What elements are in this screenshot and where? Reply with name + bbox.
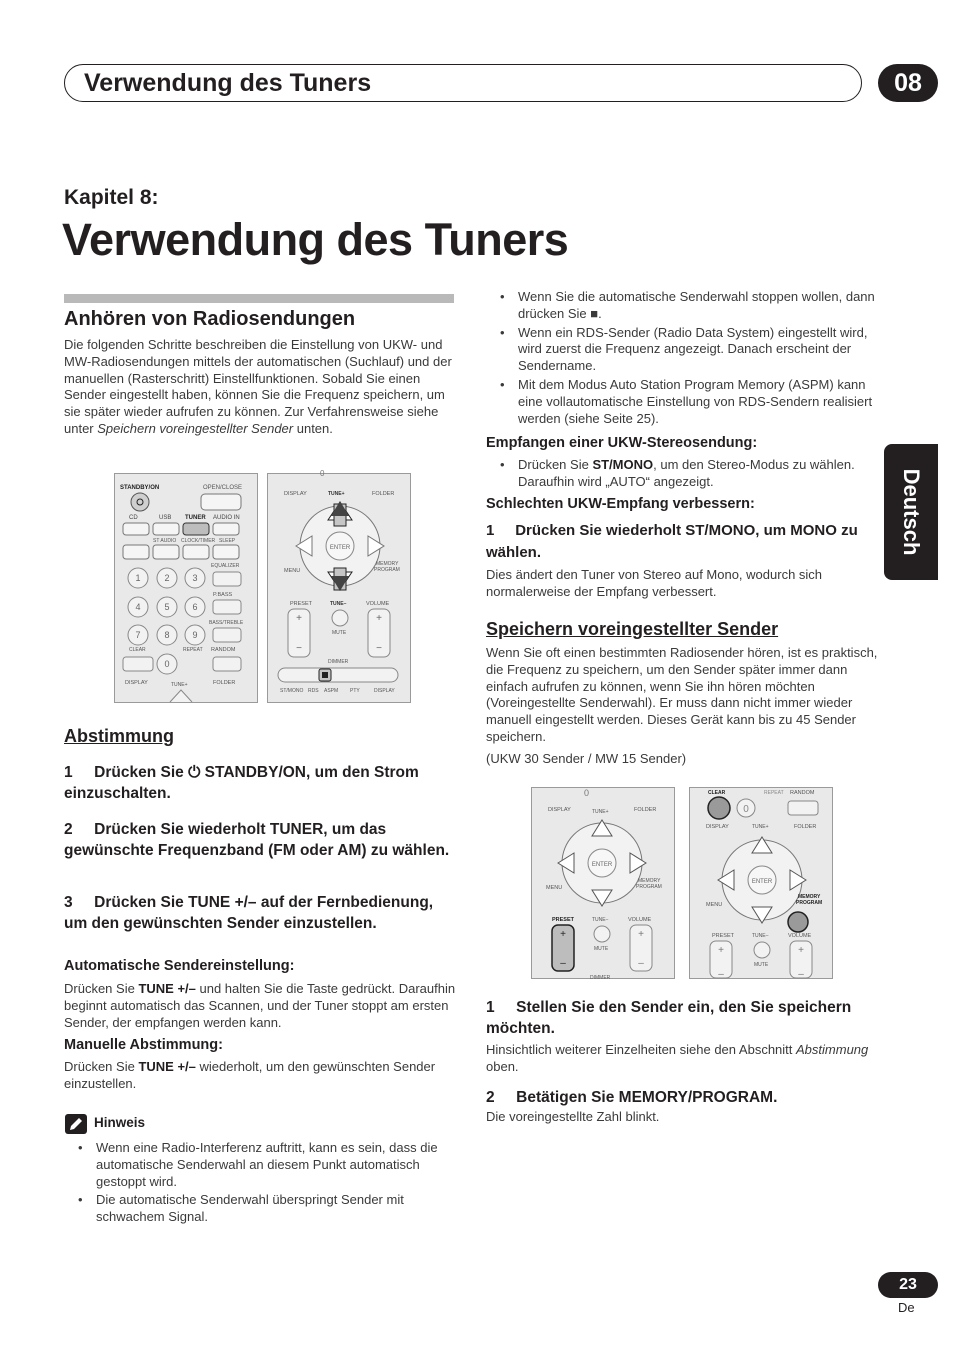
volume-plus: + [798, 945, 804, 956]
display-label: DISPLAY [284, 491, 307, 497]
volume-minus: – [638, 958, 644, 969]
remote-illustration-right [267, 469, 411, 703]
stereo-title: Empfangen einer UKW-Stereosendung: [486, 435, 758, 451]
tune-plus-label: TUNE+ [171, 682, 188, 688]
manual-title: Manuelle Abstimmung: [64, 1037, 223, 1053]
st-audio-label: ST AUDIO [153, 538, 177, 544]
enter-label: ENTER [751, 879, 773, 885]
display-label: DISPLAY [125, 680, 148, 686]
zero-key: 0 [743, 804, 749, 815]
note-title: Hinweis [94, 1115, 146, 1130]
intro-link: Speichern voreingestellter Sender [97, 420, 294, 436]
folder-label: FOLDER [213, 680, 236, 686]
bad-reception-title: Schlechten UKW-Empfang verbessern: [486, 496, 755, 512]
auto-title: Automatische Sendereinstellung: [64, 958, 295, 974]
tune-plus-label: TUNE+ [328, 491, 345, 497]
volume-label: VOLUME [366, 601, 390, 607]
equalizer-label: EQUALIZER [211, 563, 240, 569]
key-5: 5 [164, 602, 170, 612]
pty-label: PTY [350, 688, 360, 694]
display-label: DISPLAY [548, 807, 571, 813]
menu-label: MENU [706, 902, 723, 908]
dimmer-label: DIMMER [328, 659, 349, 665]
abstimmung-link: Abstimmung [796, 1042, 869, 1057]
key-3: 3 [192, 573, 198, 583]
bullet-stop: • Wenn Sie die automatische Senderwahl stoppen wollen, dann drücken Sie ■. [486, 289, 878, 323]
clear-label: CLEAR [708, 790, 726, 796]
header-title: Verwendung des Tuners [84, 69, 372, 97]
language-label: Deutsch [899, 468, 924, 556]
bullet-aspm: • Mit dem Modus Auto Station Program Memory (ASPM) kann eine vollautomatische Einstellung von RDS-Sendern realisiert werden (siehe Seite 25). [486, 377, 878, 427]
menu-label: MENU [284, 568, 301, 574]
volume-plus: + [376, 613, 382, 624]
key-4: 4 [135, 602, 141, 612]
section-title: Anhören von Radiosendungen [64, 308, 356, 330]
tune-plus-label: TUNE+ [592, 809, 609, 815]
dimmer-label: DIMMER [590, 975, 611, 981]
memory-label: MEMORY [638, 878, 661, 884]
remote-illustration-memory [689, 787, 833, 979]
preset-minus: − [296, 643, 302, 654]
random-label: RANDOM [211, 647, 236, 653]
sleep-label: SLEEP [219, 538, 236, 544]
step-1: 1 Drücken Sie ⏻ STANDBY/ON, um den Strom einzuschalten. [64, 764, 419, 802]
store-step-1-text: Hinsichtlich weiterer Einzelheiten siehe den Abschnitt Abstimmung oben. [486, 1042, 869, 1074]
note-pencil-icon [65, 1114, 87, 1134]
key-1: 1 [135, 573, 141, 583]
store-step-2-text: Die voreingestellte Zahl blinkt. [486, 1109, 660, 1124]
zero-key: 0 [320, 469, 325, 478]
enter-label: ENTER [591, 862, 613, 868]
menu-label: MENU [546, 885, 563, 891]
mute-label: MUTE [332, 630, 347, 636]
bad-step-1: 1 Drücken Sie wiederholt ST/MONO, um MONO zu wählen. [486, 522, 858, 561]
tune-minus-label: TUNE– [752, 933, 769, 939]
preset-plus: + [560, 929, 566, 940]
remote-illustration-preset [531, 787, 675, 979]
rds-label: RDS [308, 688, 319, 694]
note-list [64, 1140, 456, 1228]
step-2: 2 Drücken Sie wiederholt TUNER, um das gewünschte Frequenzband (FM oder AM) zu wählen. [64, 821, 450, 859]
key-7: 7 [135, 630, 141, 640]
volume-label: VOLUME [788, 933, 812, 939]
store-step-2: 2 Betätigen Sie MEMORY/PROGRAM. [486, 1089, 778, 1106]
key-8: 8 [164, 630, 170, 640]
manual-text: Drücken Sie TUNE +/– wiederholt, um den gewünschten Sender einzustellen. [64, 1059, 436, 1091]
repeat-label: REPEAT [183, 647, 203, 653]
random-label: RANDOM [790, 790, 815, 796]
display2-label: DISPLAY [374, 688, 395, 694]
store-text: Wenn Sie oft einen bestimmten Radiosender hören, ist es praktisch, die Frequenz zu speichern, um den Sender später immer dann einfach aufrufen zu können, wenn Sie ihn hören möchten (Voreingestellte Senderwahl). Er muss dann nicht immer wieder manuell eingestellt werden. Dieses Gerät kann bis zu 45 Sender speichern. [486, 645, 878, 744]
abstimmung-title: Abstimmung [64, 726, 174, 746]
key-0: 0 [164, 659, 170, 669]
standby-label: STANDBY/ON [120, 485, 160, 491]
pbass-label: P.BASS [213, 592, 233, 598]
chapter-number-badge: 08 [878, 64, 938, 102]
chapter-title: Verwendung des Tuners [62, 214, 569, 265]
zero-key: 0 [584, 788, 590, 798]
store-title: Speichern voreingestellter Sender [486, 619, 779, 639]
volume-plus: + [638, 929, 644, 940]
tune-minus-label: TUNE− [330, 601, 347, 607]
open-close-label: OPEN/CLOSE [203, 485, 243, 491]
remote-illustration-left [114, 473, 258, 703]
language-side-tab [884, 444, 938, 580]
usb-label: USB [159, 515, 172, 521]
memory-label: MEMORY [376, 561, 399, 567]
power-icon: ⏻ [188, 764, 201, 781]
folder-label: FOLDER [794, 824, 817, 830]
step-3: 3 Drücken Sie TUNE +/– auf der Fernbedienung, um den gewünschten Sender einzustellen. [64, 894, 434, 932]
tune-plus-label: TUNE+ [752, 824, 769, 830]
tune-minus-label: TUNE− [592, 917, 609, 923]
bass-treble-label: BASS/TREBLE [209, 620, 244, 626]
stereo-item: • Drücken Sie ST/MONO, um den Stereo-Modus zu wählen. Daraufhin wird „AUTO“ angezeigt. [486, 457, 878, 491]
volume-minus: – [798, 969, 804, 980]
st-mono-label: ST/MONO [280, 688, 304, 694]
note-item: • Wenn eine Radio-Interferenz auftritt, kann es sein, dass die automatische Senderwahl an diesem Punkt automatisch gestoppt wird. [64, 1140, 456, 1190]
program-label: PROGRAM [374, 567, 400, 573]
program-label: PROGRAM [636, 884, 662, 890]
preset-plus: + [296, 613, 302, 624]
chapter-label: Kapitel 8: [64, 186, 159, 209]
top-bullets [486, 289, 878, 429]
preset-plus: + [718, 945, 724, 956]
key-9: 9 [192, 630, 198, 640]
mute-label: MUTE [594, 946, 609, 952]
memory-label: MEMORY [798, 894, 821, 900]
bad-reception-text: Dies ändert den Tuner von Stereo auf Mono, wodurch sich normalerweise der Empfang verbessert. [486, 567, 823, 599]
repeat-label: REPEAT [764, 790, 784, 796]
folder-label: FOLDER [372, 491, 395, 497]
intro-paragraph: Die folgenden Schritte beschreiben die Einstellung von UKW- und MW-Radiosendungen mittels der automatischen (Suchlauf) und der manuellen (Rasterschritt) Einstellfunktionen. Sobald Sie einen Sender eingestellt haben, können Sie die Frequenz speichern, um sie später wieder aufrufen zu können. Zur Verfahrensweise siehe unter Speichern voreingestellter Sender unten. [64, 337, 452, 436]
clock-timer-label: CLOCK/TIMER [181, 538, 216, 544]
note-item: • Die automatische Senderwahl überspringt Sender mit schwachem Signal. [64, 1192, 456, 1226]
program-label: PROGRAM [796, 900, 823, 906]
cd-label: CD [129, 515, 138, 521]
volume-label: VOLUME [628, 917, 652, 923]
preset-minus: – [718, 969, 724, 980]
mute-label: MUTE [754, 962, 769, 968]
key-2: 2 [164, 573, 170, 583]
stereo-list [486, 457, 878, 493]
clear-label: CLEAR [129, 647, 146, 653]
section-rule [64, 294, 454, 303]
bullet-rds: • Wenn ein RDS-Sender (Radio Data System) eingestellt wird, wird zuerst die Frequenz angezeigt. Danach erscheint der Sendername. [486, 325, 878, 375]
page-language: De [898, 1300, 915, 1315]
enter-label: ENTER [329, 545, 351, 551]
tuner-label: TUNER [185, 515, 206, 521]
audio-in-label: AUDIO IN [213, 515, 240, 521]
preset-minus: – [560, 958, 566, 969]
volume-minus: − [376, 643, 382, 654]
auto-text: Drücken Sie TUNE +/– und halten Sie die Taste gedrückt. Daraufhin beginnt automatisch das Scannen, und der Tuner stoppt am ersten Sender, der empfangen werden kann. [64, 981, 456, 1030]
display-label: DISPLAY [706, 824, 729, 830]
page-number: 23 [878, 1272, 938, 1298]
preset-label: PRESET [290, 601, 313, 607]
preset-label: PRESET [552, 917, 575, 923]
key-6: 6 [192, 602, 198, 612]
folder-label: FOLDER [634, 807, 657, 813]
store-count: (UKW 30 Sender / MW 15 Sender) [486, 751, 687, 766]
aspm-label: ASPM [324, 688, 339, 694]
store-step-1: 1 Stellen Sie den Sender ein, den Sie speichern möchten. [486, 999, 852, 1037]
preset-label: PRESET [712, 933, 735, 939]
